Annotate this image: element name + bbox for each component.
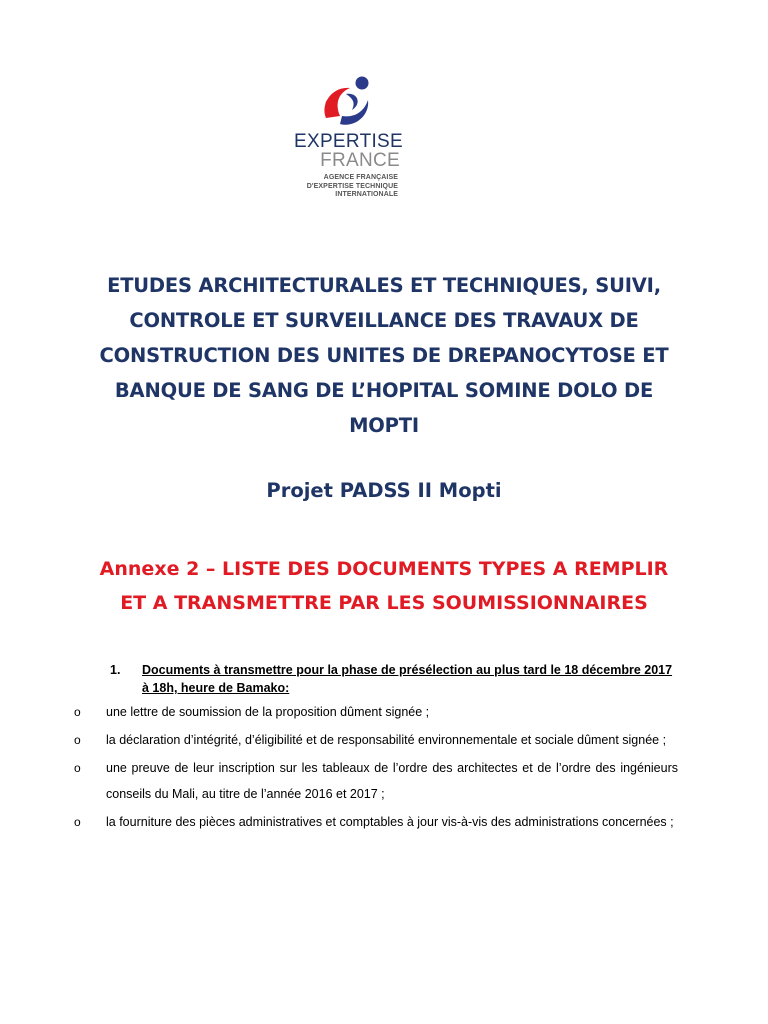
logo-sub-line2: D'EXPERTISE TECHNIQUE xyxy=(306,182,398,190)
document-list xyxy=(74,699,678,835)
bullet-icon: o xyxy=(74,761,81,775)
list-item-text: une preuve de leur inscription sur les tableaux de l’ordre des architectes et de l’ordre des ingénieurs conseils du Mali, au titre de l’année 2016 et 2017 ; xyxy=(106,761,678,801)
logo-wordmark xyxy=(294,131,403,171)
annex-line: ET A TRANSMETTRE PAR LES SOUMISSIONNAIRES xyxy=(120,592,648,614)
list-item-text: la fourniture des pièces administratives et comptables à jour vis-à-vis des administrations concernées ; xyxy=(106,815,674,829)
bullet-icon: o xyxy=(74,733,81,747)
section-1 xyxy=(74,661,678,837)
bullet-icon: o xyxy=(74,705,81,719)
logo-sub-line3: INTERNATIONALE xyxy=(335,191,398,198)
document-title xyxy=(90,268,678,443)
title-line: ETUDES ARCHITECTURALES ET TECHNIQUES, SUIVI, xyxy=(107,274,661,297)
section-heading-text: Documents à transmettre pour la phase de présélection au plus tard le 18 décembre 2017 à 18h, heure de Bamako: xyxy=(142,663,673,695)
project-subtitle: Projet PADSS II Mopti xyxy=(266,479,502,502)
list-item xyxy=(74,809,678,835)
list-item xyxy=(74,727,678,753)
annex-heading xyxy=(60,552,708,620)
logo-mark-icon xyxy=(318,74,374,130)
section-number: 1. xyxy=(110,663,121,677)
annex-line: Annexe 2 – LISTE DES DOCUMENTS TYPES A REMPLIR xyxy=(99,558,669,580)
logo-name-line1: EXPERTISE xyxy=(294,131,403,152)
title-line: CONSTRUCTION DES UNITES DE DREPANOCYTOSE ET xyxy=(99,344,669,367)
title-line: MOPTI xyxy=(349,414,419,437)
title-line: CONTROLE ET SURVEILLANCE DES TRAVAUX DE xyxy=(129,309,639,332)
title-line: BANQUE DE SANG DE L’HOPITAL SOMINE DOLO DE xyxy=(114,379,654,402)
expertise-france-logo xyxy=(294,74,403,204)
logo-tagline xyxy=(290,174,398,200)
list-item-text: la déclaration d’intégrité, d’éligibilité et de responsabilité environnementale et sociale dûment signée ; xyxy=(106,733,667,747)
section-heading xyxy=(106,661,678,697)
list-item xyxy=(74,699,678,725)
logo-sub-line1: AGENCE FRANÇAISE xyxy=(323,174,398,181)
logo-name-line2: FRANCE xyxy=(320,150,400,171)
list-item-text: une lettre de soumission de la proposition dûment signée ; xyxy=(106,705,430,719)
list-item xyxy=(74,755,678,807)
bullet-icon: o xyxy=(74,815,81,829)
